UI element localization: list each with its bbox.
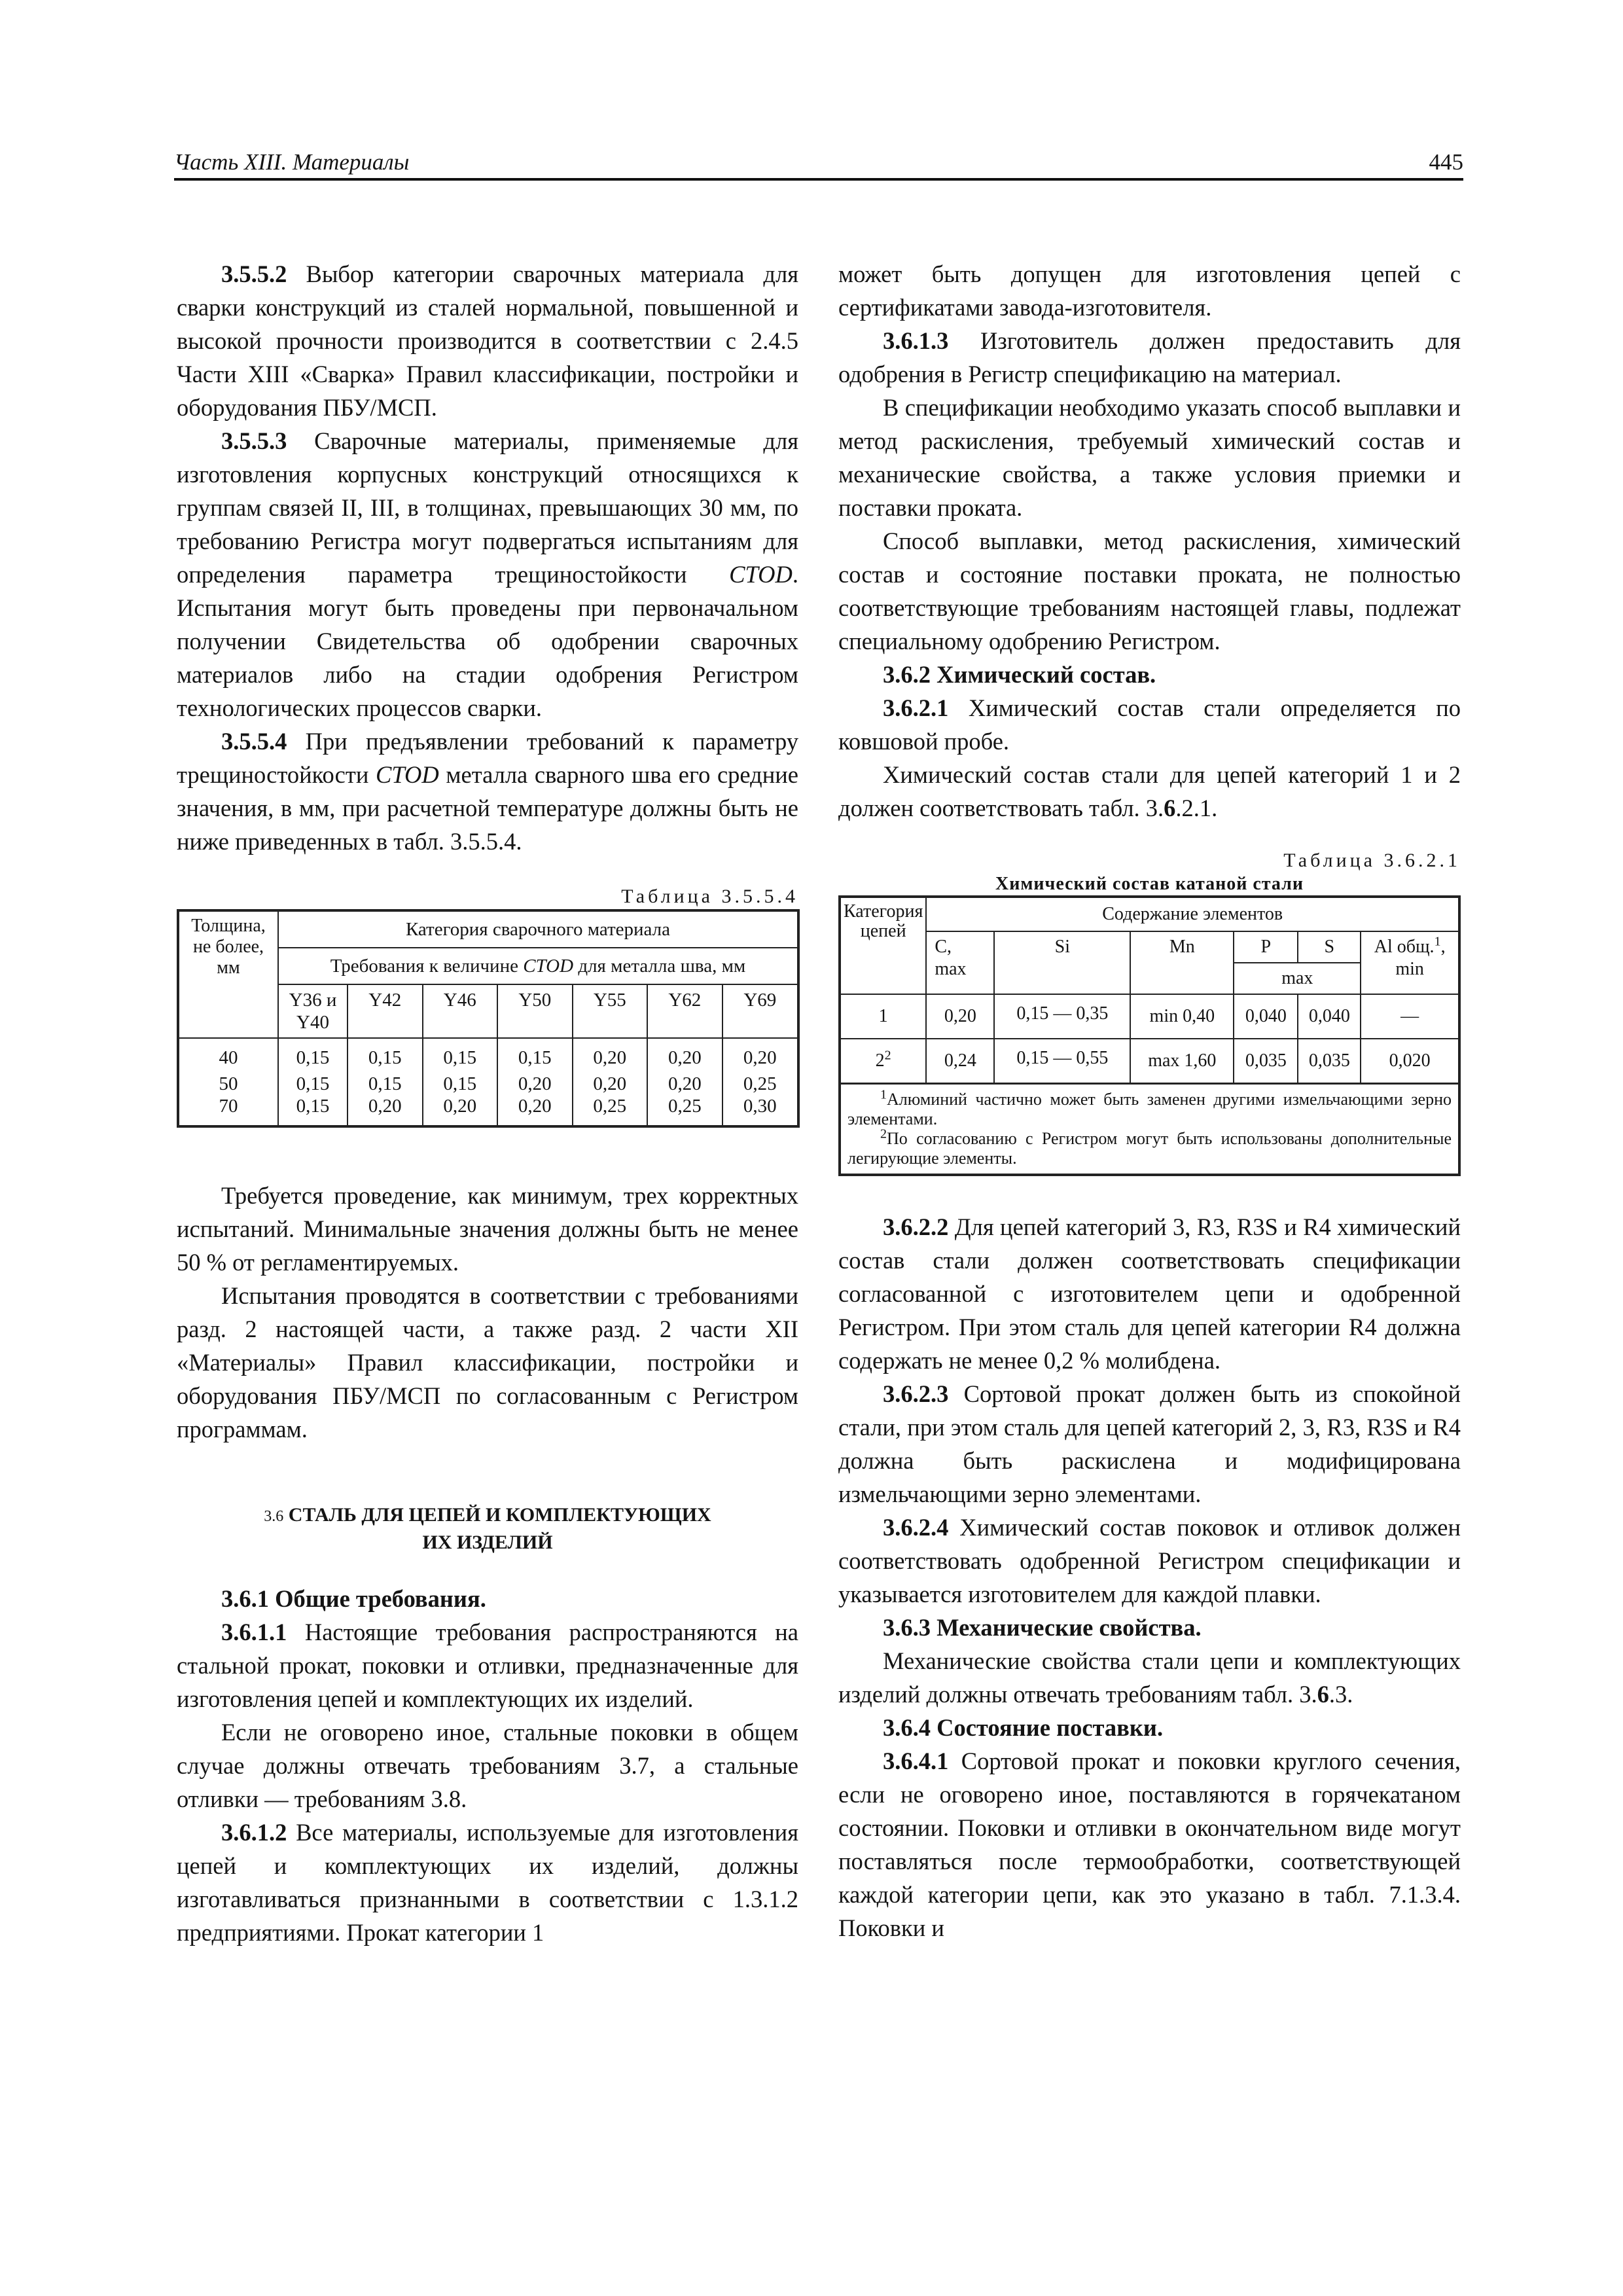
paragraph-chem-ref [838, 758, 1461, 825]
table-cell: 0,20 [423, 1095, 498, 1126]
table-row [178, 1038, 798, 1073]
paragraph-3-6-2-2 [838, 1210, 1461, 1377]
table-cell: 0,15 [278, 1095, 348, 1126]
paragraph-text: металла сварного шва его средние значения, в мм, при расчетной температуре должны быть не ниже приведенных в табл. 3.5.5.4. [177, 761, 798, 855]
max-header: max [1234, 963, 1361, 994]
subsection-heading: 3.6.3 Механические свойства. [883, 1614, 1202, 1641]
header-text: max [935, 959, 967, 979]
al-header [1361, 931, 1459, 994]
clause-number: 3.6.1.2 [221, 1819, 287, 1846]
header-text: для металла шва, мм [573, 956, 746, 977]
table-footnote [847, 1087, 1452, 1129]
table-cell: 0,20 [497, 1073, 573, 1095]
ctod-term: CTOD [376, 761, 439, 788]
c-header [926, 931, 994, 994]
paragraph-text: Химический состав стали определяется по ковшовой пробе. [838, 694, 1461, 755]
table-caption: Таблица 3.5.5.4 [621, 886, 798, 907]
paragraph-forgings: Если не оговорено иное, стальные поковки в общем случае должны отвечать требованиям 3.7, а стальные отливки — требованиям 3.8. [177, 1719, 798, 1812]
clause-number: 3.6.2.3 [883, 1380, 949, 1407]
left-column [177, 257, 798, 1949]
table-cell: 0,20 [722, 1038, 798, 1073]
table-row [178, 1095, 798, 1126]
table-cell: 70 [178, 1095, 278, 1126]
table-cell: max 1,60 [1130, 1039, 1234, 1084]
header-text: Требования к величине [330, 956, 524, 977]
category-header: Категория сварочного материала [278, 910, 798, 948]
s-header: S [1298, 931, 1361, 963]
header-text: min [1395, 959, 1424, 979]
paragraph-tests-conduct: Испытания проводятся в соответствии с требованиями разд. 2 настоящей части, а также разд. 2 части XII «Материалы» Правил классификации, постройки и оборудования ПБУ/МСП по согласованным с Регистром программам. [177, 1282, 798, 1443]
table-cell: 0,15 [423, 1073, 498, 1095]
p-header: P [1234, 931, 1298, 963]
section-title: ИХ ИЗДЕЛИЙ [422, 1532, 553, 1553]
paragraph-3-6-4-1 [838, 1744, 1461, 1945]
table-cell: 0,20 [573, 1038, 648, 1073]
table-cell: 0,15 [348, 1073, 423, 1095]
paragraph-text: Для цепей категорий 3, R3, R3S и R4 химический состав стали должен соответствовать спецификации согласованной с изготовителем цепи и одобренной Регистром. При этом сталь для цепей категории R4 должна содержать не менее 0,2 % молибдена. [838, 1213, 1461, 1374]
thickness-header: Толщина, не более, мм [178, 910, 278, 1038]
table-cell: 0,30 [722, 1095, 798, 1126]
paragraph-text: .2.1. [1175, 795, 1218, 821]
paragraph-text: Изготовитель должен предоставить для одобрения в Регистр спецификацию на материал. [838, 327, 1461, 387]
table-footnote [847, 1126, 1452, 1168]
table-cell: 0,035 [1234, 1039, 1298, 1084]
paragraph-text: Химический состав поковок и отливок должен соответствовать одобренной Регистром спецификации и указывается изготовителем для каждой плавки. [838, 1514, 1461, 1607]
paragraph-text: . Испытания могут быть проведены при первоначальном получении Свидетельства об одобрении сварочных материалов либо на стадии одобрения Регистром технологических процессов сварки. [177, 561, 798, 721]
clause-number: 3.6.2.2 [883, 1213, 949, 1240]
right-column [838, 257, 1461, 1945]
table-cell: 0,20 [348, 1095, 423, 1126]
paragraph-text: Сварочные материалы, применяемые для изготовления корпусных конструкций относящихся к группам связей II, III, в толщинах, превышающих 30 мм, по требованию Регистра могут подвергаться испытаниям для определения параметра трещиностойкости [177, 427, 798, 588]
table-cell: 0,25 [573, 1095, 648, 1126]
clause-number: 3.6.4.1 [883, 1748, 949, 1774]
paragraph-3-5-5-4 [177, 725, 798, 858]
table-cell: 0,20 [647, 1038, 722, 1073]
column-header: Y50 [497, 984, 573, 1038]
subsection-heading: 3.6.1 Общие требования. [221, 1585, 486, 1612]
header-text: Al общ. [1374, 937, 1435, 957]
section-heading [177, 1502, 798, 1556]
paragraph-tests: Требуется проведение, как минимум, трех корректных испытаний. Минимальные значения должны быть не менее 50 % от регламентируемых. [177, 1182, 798, 1276]
table-cell: — [1361, 994, 1459, 1039]
column-header: Y69 [722, 984, 798, 1038]
table-cell: 0,15 [278, 1038, 348, 1073]
category-header: Категория цепей [840, 897, 926, 994]
table-cell: 0,15 — 0,55 [994, 1039, 1130, 1084]
subsection-heading: 3.6.2 Химический состав. [883, 661, 1156, 688]
ctod-term: CTOD [729, 561, 793, 588]
table-cell [840, 994, 926, 1039]
table-cell: 0,20 [497, 1095, 573, 1126]
footnote-mark: 1 [880, 1087, 887, 1102]
table-cell: 40 [178, 1038, 278, 1073]
paragraph-text: Сортовой прокат должен быть из спокойной стали, при этом сталь для цепей категорий 2, 3, R3, R3S и R4 должна быть раскислена и модифицирована измельчающими зерно элементами. [838, 1380, 1461, 1507]
table-cell: 0,15 [497, 1038, 573, 1073]
content-header: Содержание элементов [926, 897, 1459, 931]
page-number: 445 [1429, 149, 1463, 175]
paragraph-text: Выбор категории сварочных материала для сварки конструкций из сталей нормальной, повышенной и высокой прочности производится в соответствии с 2.4.5 Части XIII «Сварка» Правил классификации, постройки и оборудования ПБУ/МСП. [177, 260, 798, 421]
paragraph-text: Химический состав стали для цепей категорий 1 и 2 должен соответствовать табл. 3. [838, 761, 1461, 821]
table-cell: 0,20 [926, 994, 994, 1039]
table-cell: 0,15 [423, 1038, 498, 1073]
table-row [840, 994, 1459, 1039]
paragraph-3-6-1-3 [838, 324, 1461, 391]
paragraph-text: Механические свойства стали цепи и комплектующих изделий должны отвечать требованиям табл. 3. [838, 1647, 1461, 1708]
table-cell: min 0,40 [1130, 994, 1234, 1039]
subsection-heading: 3.6.4 Состояние поставки. [883, 1714, 1164, 1741]
table-cell: 0,035 [1298, 1039, 1361, 1084]
table-cell: 0,24 [926, 1039, 994, 1084]
paragraph-specification: В спецификации необходимо указать способ выплавки и метод раскисления, требуемый химический состав и механические свойства, а также условия приемки и поставки проката. [838, 394, 1461, 521]
paragraph-text: Все материалы, используемые для изготовления цепей и комплектующих их изделий, должны изготавливаться признанными в соответствии с 1.3.1.2 предприятиями. Прокат категории 1 [177, 1819, 798, 1946]
table-cell: 0,040 [1234, 994, 1298, 1039]
section-number: 3.6 [264, 1508, 284, 1525]
column-header: Y62 [647, 984, 722, 1038]
ctod-table [177, 909, 800, 1128]
footnote-text: Алюминий частично может быть заменен другими измельчающими зерно элементами. [847, 1090, 1452, 1128]
paragraph-mech-ref [838, 1644, 1461, 1711]
column-header: Y55 [573, 984, 648, 1038]
column-header: Y36 и Y40 [278, 984, 348, 1038]
table-notes [840, 1084, 1459, 1175]
ctod-term: CTOD [523, 956, 574, 977]
clause-number: 3.6.1.1 [221, 1619, 287, 1645]
paragraph-text: .3. [1329, 1681, 1353, 1708]
paragraph-3-5-5-2 [177, 257, 798, 424]
table-cell: 0,20 [647, 1073, 722, 1095]
paragraph-3-6-1-2 [177, 1816, 798, 1949]
clause-number: 3.6.2.1 [883, 694, 949, 721]
table-cell: 0,15 — 0,35 [994, 994, 1130, 1039]
cell-text: 1 [878, 1006, 888, 1026]
paragraph-text: 6 [1164, 795, 1176, 821]
si-header: Si [994, 931, 1130, 994]
footnote-mark: 2 [880, 1126, 887, 1141]
table-cell: 0,25 [647, 1095, 722, 1126]
paragraph-3-6-2-4 [838, 1511, 1461, 1611]
mn-header: Mn [1130, 931, 1234, 994]
paragraph-text: 6 [1317, 1681, 1329, 1708]
clause-number: 3.6.2.4 [883, 1514, 949, 1541]
page-header [174, 143, 1463, 181]
clause-number: 3.5.5.2 [221, 260, 287, 287]
table-row [178, 1073, 798, 1095]
clause-number: 3.5.5.4 [221, 728, 287, 755]
table-row [840, 1039, 1459, 1084]
table-cell: 0,020 [1361, 1039, 1459, 1084]
table-cell: 0,15 [278, 1073, 348, 1095]
column-header: Y46 [423, 984, 498, 1038]
table-cell: 0,25 [722, 1073, 798, 1095]
paragraph-3-6-2-3 [838, 1377, 1461, 1511]
table-title: Химический состав катаной стали [995, 874, 1304, 894]
clause-number: 3.6.1.3 [883, 327, 949, 354]
header-text: C, [935, 937, 952, 957]
table-cell [840, 1039, 926, 1084]
paragraph-special-approval: Способ выплавки, метод раскисления, химический состав и состояние поставки проката, не полностью соответствующие требованиям настоящей главы, подлежат специальному одобрению Регистром. [838, 528, 1461, 655]
paragraph-text: Настоящие требования распространяются на стальной прокат, поковки и отливки, предназначенные для изготовления цепей и комплектующих их изделий. [177, 1619, 798, 1712]
table-cell: 0,040 [1298, 994, 1361, 1039]
paragraph-continued: может быть допущен для изготовления цепей с сертификатами завода-изготовителя. [838, 260, 1461, 321]
paragraph-text: При предъявлении требований к параметру трещиностойкости [177, 728, 798, 788]
paragraph-3-6-2-1 [838, 691, 1461, 758]
header-text: , [1440, 937, 1446, 957]
table-cell: 0,15 [348, 1038, 423, 1073]
table-cell: 0,20 [573, 1073, 648, 1095]
paragraph-3-5-5-3 [177, 424, 798, 725]
chemical-composition-table [838, 895, 1461, 1176]
table-caption: Таблица 3.6.2.1 [1283, 850, 1461, 871]
column-header: Y42 [348, 984, 423, 1038]
paragraph-3-6-1-1 [177, 1615, 798, 1715]
cell-text: 2 [875, 1050, 885, 1071]
requirements-header [278, 948, 798, 984]
footnote-mark: 2 [884, 1048, 891, 1063]
paragraph-text: Сортовой прокат и поковки круглого сечения, если не оговорено иное, поставляются в горячекатаном состоянии. Поковки и отливки в окончательном виде могут поставляться после термообработки, соответствующей каждой категории цепи, как это указано в табл. 7.1.3.4. Поковки и [838, 1748, 1461, 1941]
footnote-mark: 1 [1434, 934, 1441, 949]
section-title: СТАЛЬ ДЛЯ ЦЕПЕЙ И КОМПЛЕКТУЮЩИХ [283, 1504, 711, 1526]
running-title: Часть XIII. Материалы [174, 149, 410, 175]
table-cell: 50 [178, 1073, 278, 1095]
clause-number: 3.5.5.3 [221, 427, 287, 454]
footnote-text: По согласованию с Регистром могут быть использованы дополнительные легирующие элементы. [847, 1129, 1452, 1168]
